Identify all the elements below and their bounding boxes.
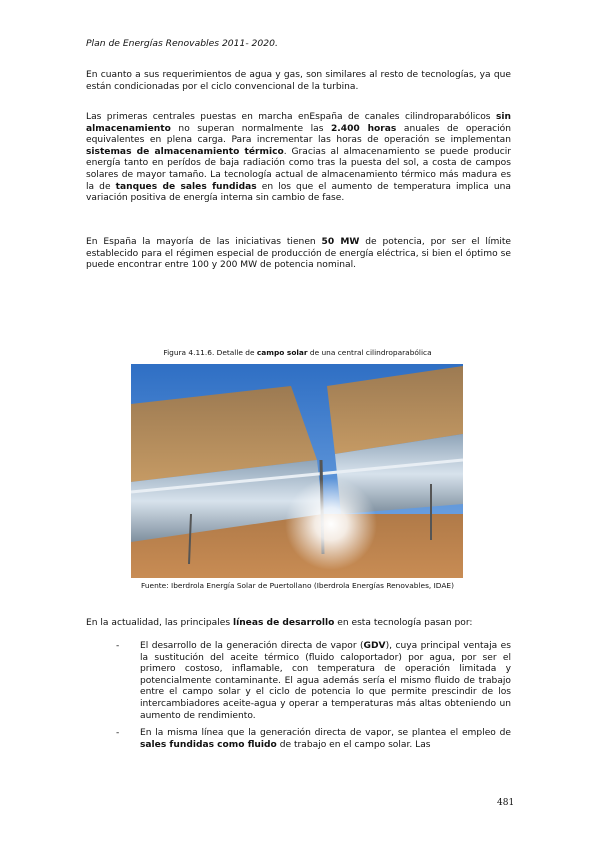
list-item <box>116 728 511 751</box>
list-item-text: En la misma línea que la generación directa de vapor, se plantea el empleo de sales fundidas como fluido de trabajo en el campo solar. Las <box>140 728 511 750</box>
paragraph-power-limit: En España la mayoría de las iniciativas tienen 50 MW de potencia, por ser el límite establecido para el régimen especial de producción de energía eléctrica, si bien el óptimo se puede encontrar entre 100 y 200 MW de potencia nominal. <box>86 237 512 271</box>
list-item-text: El desarrollo de la generación directa de vapor (GDV), cuya principal ventaja es la sustitución del aceite térmico (fluido caloportador) por agua, por ser el primero costoso, inflamable, con temperatura de operación limitada y potencialmente contaminante. El agua además sería el mismo fluido de trabajo entre el campo solar y el ciclo de potencia lo que permite prescindir de los intercambiadores aceite-agua y operar a temperaturas más altas obteniendo un aumento de rendimiento. <box>140 641 511 721</box>
paragraph-storage: Las primeras centrales puestas en marcha enEspaña de canales cilindroparabólicos sin almacenamiento no superan normalmente las 2.400 horas anuales de operación equivalentes en plena carga. Para incrementar las horas de operación se implementan sistemas de almacenamiento térmico. Gracias al almacenamiento se puede producir energía tanto en perídos de baja radiación como tras la puesta del sol, a costa de campos solares de mayor tamaño. La tecnología actual de almacenamiento térmico más madura es la de tanques de sales fundidas en los que el aumento de temperatura implica una variación positiva de energía interna sin cambio de fase. <box>86 112 511 204</box>
paragraph-water-gas: En cuanto a sus requerimientos de agua y gas, son similares al resto de tecnologías, ya que están condicionadas por el ciclo convencional de la turbina. <box>86 70 511 92</box>
paragraph-development-lines: En la actualidad, las principales líneas de desarrollo en esta tecnología pasan por: <box>86 618 473 628</box>
solar-field-photo <box>131 364 463 578</box>
development-list <box>116 641 511 757</box>
figure-caption: Figura 4.11.6. Detalle de campo solar de una central cilindroparabólica <box>163 348 432 357</box>
list-dash: - <box>116 728 120 739</box>
page-number: 481 <box>497 798 515 808</box>
list-dash: - <box>116 641 120 651</box>
figure-source: Fuente: Iberdrola Energía Solar de Puertollano (Iberdrola Energías Renovables, IDAE) <box>141 581 454 590</box>
list-item <box>116 641 511 722</box>
running-header: Plan de Energías Renovables 2011- 2020. <box>86 38 278 49</box>
